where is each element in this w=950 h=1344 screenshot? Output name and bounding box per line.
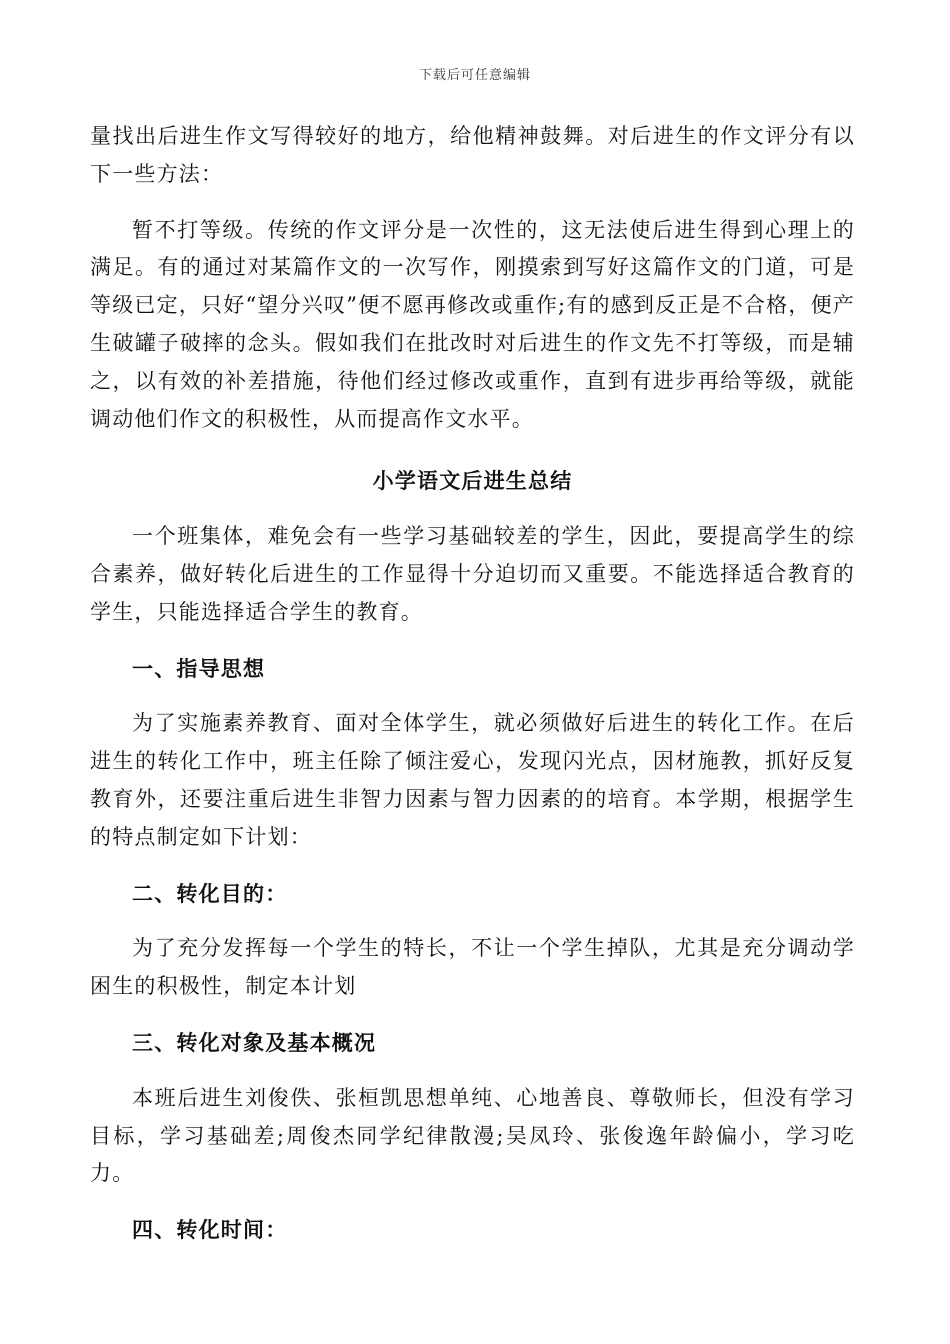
paragraph-guiding-ideology: 为了实施素养教育、面对全体学生，就必须做好后进生的转化工作。在后进生的转化工作中，班主任除了倾注爱心，发现闪光点，因材施教，抓好反复教育外，还要注重后进生非智力因素与智力因素的的培育。本学期，根据学生的特点制定如下计划： (90, 711, 855, 849)
paragraph-conversion-targets: 本班后进生刘俊佚、张桓凯思想单纯、心地善良、尊敬师长，但没有学习目标，学习基础差;周俊杰同学纪律散漫;吴凤玲、张俊逸年龄偏小，学习吃力。 (90, 1085, 855, 1186)
section-title: 小学语文后进生总结 (372, 468, 573, 494)
paragraph-continuation: 量找出后进生作文写得较好的地方，给他精神鼓舞。对后进生的作文评分有以下一些方法： (90, 124, 855, 186)
page-header: 下载后可任意编辑 (418, 68, 531, 83)
paragraph-intro: 一个班集体，难免会有一些学习基础较差的学生，因此，要提高学生的综合素养，做好转化后进生的工作显得十分迫切而又重要。不能选择适合教育的学生，只能选择适合学生的教育。 (90, 524, 855, 624)
heading-conversion-targets: 三、转化对象及基本概况 (132, 1029, 377, 1055)
heading-conversion-purpose: 二、转化目的： (132, 880, 288, 906)
paragraph-conversion-purpose: 为了充分发挥每一个学生的特长，不让一个学生掉队，尤其是充分调动学困生的积极性，制定本计划 (90, 936, 855, 999)
paragraph-grading-method: 暂不打等级。传统的作文评分是一次性的，这无法使后进生得到心理上的满足。有的通过对某篇作文的一次写作，刚摸索到写好这篇作文的门道，可是等级已定，只好“望分兴叹”便不愿再修改或重作;有的感到反正是不合格，便产生破罐子破摔的念头。假如我们在批改时对后进生的作文先不打等级，而是辅之，以有效的补差措施，待他们经过修改或重作，直到有进步再给等级，就能调动他们作文的积极性，从而提高作文水平。 (90, 217, 855, 431)
document-body (90, 118, 855, 1249)
heading-conversion-time: 四、转化时间： (132, 1217, 288, 1243)
heading-guiding-ideology: 一、指导思想 (132, 655, 266, 681)
